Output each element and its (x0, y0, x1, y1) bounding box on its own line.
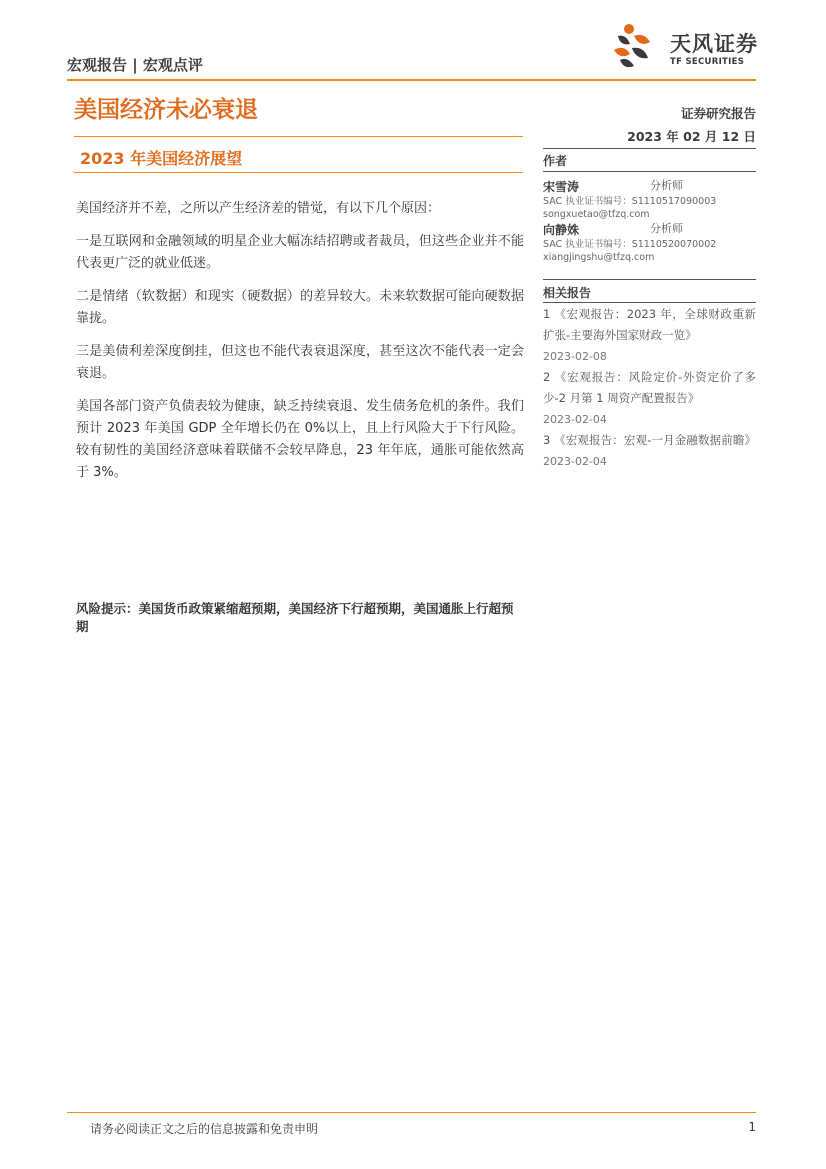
author-sac: SAC 执业证书编号：S1110520070002 (543, 239, 717, 250)
logo-text-en: TF SECURITIES (670, 57, 745, 67)
related-item-date: 2023-02-08 (543, 350, 607, 363)
related-rule-top (543, 279, 756, 280)
author-name: 向静姝 (543, 223, 580, 237)
authors-rule-bottom (543, 171, 756, 172)
body-paragraph: 美国经济并不差，之所以产生经济差的错觉，有以下几个原因： (76, 201, 441, 216)
risk-warning: 风险提示：美国货币政策紧缩超预期，美国经济下行超预期，美国通胀上行超预期 (76, 601, 514, 634)
related-item[interactable] (543, 304, 756, 367)
logo-petal (632, 48, 648, 59)
logo-petal (614, 48, 630, 57)
body-paragraph: 三是美债利差深度倒挂，但这也不能代表衰退深度，甚至这次不能代表一定会衰退。 (76, 344, 524, 381)
footer-divider (67, 1112, 756, 1113)
related-item-title[interactable]: 3 《宏观报告：宏观-一月金融数据前瞻》 (543, 433, 756, 447)
author-card (543, 176, 756, 221)
related-item[interactable] (543, 430, 756, 472)
related-item-date: 2023-02-04 (543, 455, 607, 468)
logo-petal (618, 36, 630, 45)
logo-petal (634, 35, 650, 44)
related-item-title[interactable]: 2 《宏观报告：风险定价-外资定价了多少-2 月第 1 周资产配置报告》 (543, 370, 756, 405)
header-divider (67, 79, 756, 81)
related-rule-bottom (543, 302, 756, 303)
subtitle-rule-bottom (74, 172, 523, 173)
related-item[interactable] (543, 367, 756, 430)
related-list (543, 304, 756, 472)
body-paragraph: 二是情绪（软数据）和现实（硬数据）的差异较大。未来软数据可能向硬数据靠拢。 (76, 289, 524, 326)
report-title: 美国经济未必衰退 (74, 97, 258, 123)
related-heading: 相关报告 (543, 286, 592, 300)
author-name: 宋雪涛 (543, 180, 580, 194)
report-category: 宏观报告 | 宏观点评 (67, 56, 203, 74)
subtitle-rule-top (74, 136, 523, 137)
footer-disclaimer: 请务必阅读正文之后的信息披露和免责申明 (90, 1122, 319, 1136)
body-paragraph: 一是互联网和金融领域的明星企业大幅冻结招聘或者裁员，但这些企业并不能代表更广泛的就业低迷。 (76, 234, 524, 271)
related-item-title[interactable]: 1 《宏观报告：2023 年，全球财政重新扩张-主要海外国家财政一览》 (543, 307, 756, 342)
logo-dot (624, 24, 634, 34)
author-email[interactable]: songxuetao@tfzq.com (543, 209, 650, 220)
report-date: 2023 年 02 月 12 日 (627, 129, 756, 144)
author-email[interactable]: xiangjingshu@tfzq.com (543, 252, 655, 263)
related-item-date: 2023-02-04 (543, 413, 607, 426)
logo-text-cn: 天风证券 (670, 32, 758, 56)
report-subtitle: 2023 年美国经济展望 (80, 149, 243, 168)
authors-heading: 作者 (543, 154, 568, 168)
authors-rule-top (543, 148, 756, 149)
author-card (543, 219, 756, 264)
page-number: 1 (748, 1120, 756, 1134)
body-paragraph: 美国各部门资产负债表较为健康，缺乏持续衰退、发生债务危机的条件。我们预计 2023 年美国 GDP 全年增长仍在 0%以上，且上行风险大于下行风险。较有韧性的美国经济意味着联储不会较早降息，23 年年底，通胀可能依然高于 3%。 (76, 399, 524, 480)
report-body (76, 198, 524, 495)
author-sac: SAC 执业证书编号：S1110517090003 (543, 196, 717, 207)
author-role: 分析师 (650, 179, 683, 192)
author-role: 分析师 (650, 222, 683, 235)
report-type: 证券研究报告 (680, 106, 756, 121)
logo-petal (620, 59, 634, 67)
